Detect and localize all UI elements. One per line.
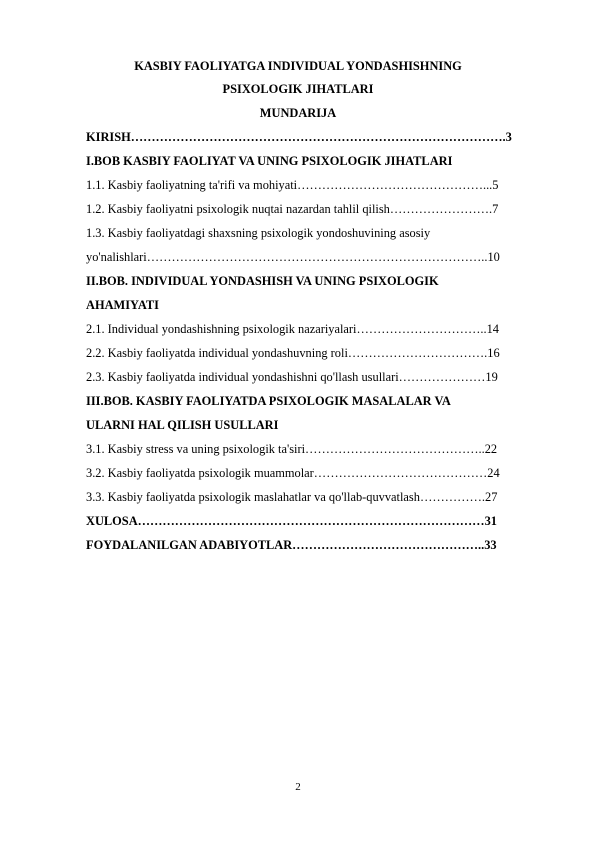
toc-entry: 1.3. Kasbiy faoliyatdagi shaxsning psixologik yondoshuvining asosiy bbox=[86, 226, 431, 240]
document-title-line-2: PSIXOLOGIK JIHATLARI bbox=[222, 82, 374, 96]
toc-entry: AHAMIYATI bbox=[86, 298, 159, 312]
toc-entry: III.BOB. KASBIY FAOLIYATDA PSIXOLOGIK MASALALAR VA bbox=[86, 394, 451, 408]
toc-entry: 1.2. Kasbiy faoliyatni psixologik nuqtai nazardan tahlil qilish…………………….7 bbox=[86, 202, 499, 216]
toc-entry: II.BOB. INDIVIDUAL YONDASHISH VA UNING PSIXOLOGIK bbox=[86, 274, 439, 288]
toc-entry: FOYDALANILGAN ADABIYOTLAR………………………………………..33 bbox=[86, 538, 497, 552]
toc-entry: XULOSA…………………………………………………………………………31 bbox=[86, 514, 497, 528]
toc-entry: yo'nalishlari………………………………………………………………………..10 bbox=[86, 250, 500, 264]
toc-entry: 2.1. Individual yondashishning psixologik nazariyalari…………………………..14 bbox=[86, 322, 499, 336]
toc-entry: KIRISH……………………………………………………………………………….3 bbox=[86, 130, 512, 144]
page-number: 2 bbox=[295, 781, 301, 793]
toc-entry: 1.1. Kasbiy faoliyatning ta'rifi va mohiyati………………………………………...5 bbox=[86, 178, 499, 192]
toc-entry: 3.1. Kasbiy stress va uning psixologik ta'siri……………………………………..22 bbox=[86, 442, 498, 456]
toc-entry: 2.2. Kasbiy faoliyatda individual yondashuvning roli…………………………….16 bbox=[86, 346, 500, 360]
contents-heading: MUNDARIJA bbox=[259, 106, 337, 120]
toc-entry: 2.3. Kasbiy faoliyatda individual yondashishni qo'llash usullari…………………19 bbox=[86, 370, 498, 384]
toc-entry: 3.3. Kasbiy faoliyatda psixologik maslahatlar va qo'llab-quvvatlash…………….27 bbox=[86, 490, 498, 504]
toc-entry: 3.2. Kasbiy faoliyatda psixologik muammolar……………………………………24 bbox=[86, 466, 500, 480]
toc-entry: I.BOB KASBIY FAOLIYAT VA UNING PSIXOLOGIK JIHATLARI bbox=[86, 154, 453, 168]
toc-entry: ULARNI HAL QILISH USULLARI bbox=[86, 418, 279, 432]
document-title-line-1: KASBIY FAOLIYATGA INDIVIDUAL YONDASHISHNING bbox=[134, 59, 462, 73]
